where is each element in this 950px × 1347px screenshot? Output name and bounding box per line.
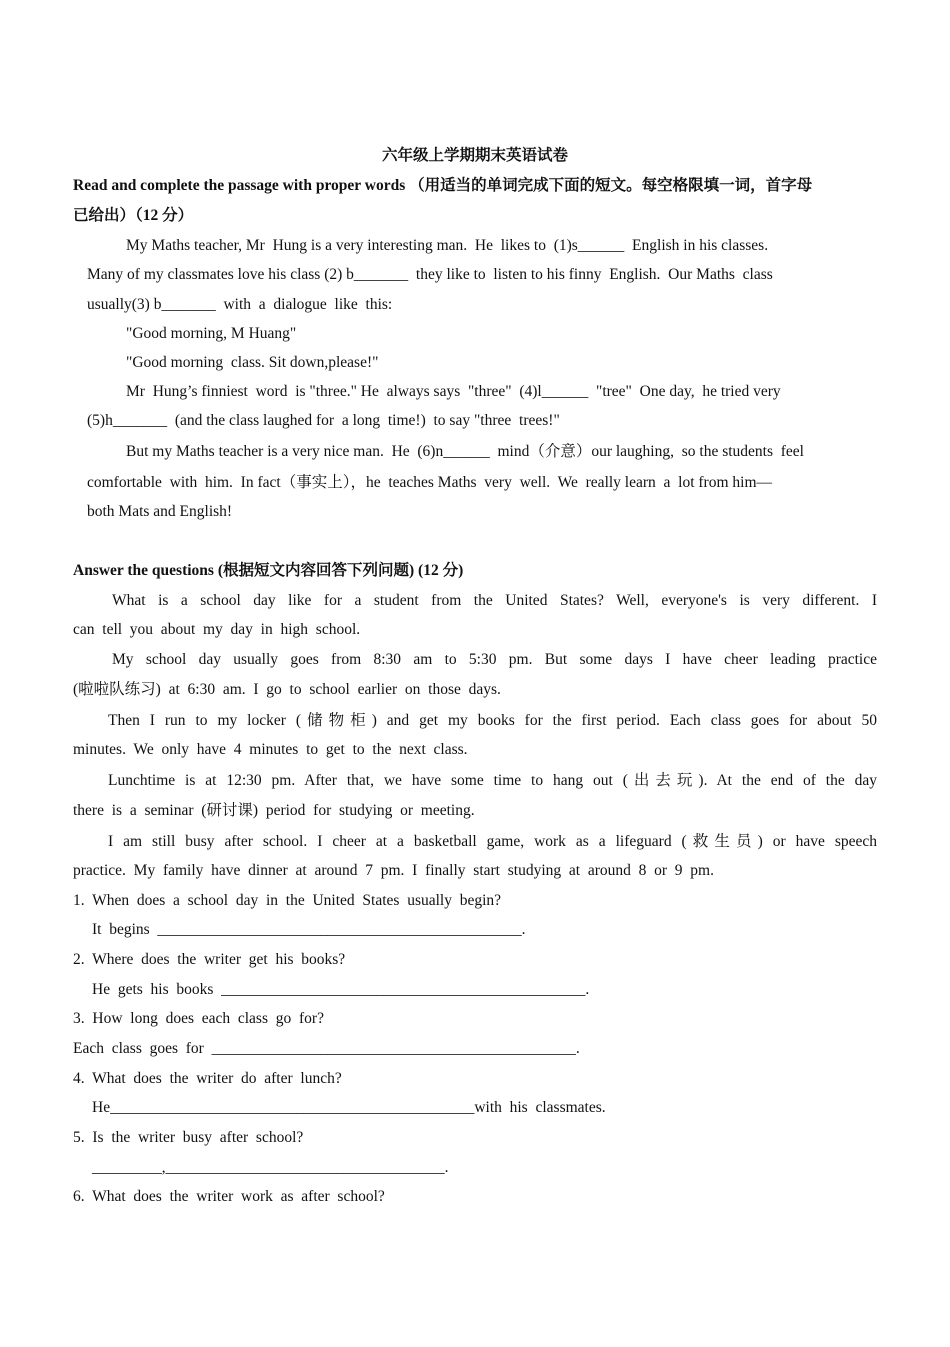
- question-6: 6. What does the writer work as after school?: [73, 1188, 385, 1205]
- passage2-line: My school day usually goes from 8:30 am to 5:30 pm. But some days I have cheer leading practice: [112, 651, 877, 668]
- passage1-line: "Good morning, M Huang": [126, 325, 297, 342]
- question-2: 2. Where does the writer get his books?: [73, 951, 346, 968]
- section1-heading-line1: Read and complete the passage with proper words （用适当的单词完成下面的短文。每空格限填一词，首字母: [73, 177, 813, 194]
- passage2-line: (啦啦队练习) at 6:30 am. I go to school earlier on those days.: [73, 681, 501, 698]
- passage2-line: practice. My family have dinner at around 7 pm. I finally start studying at around 8 or 9 pm.: [73, 862, 714, 879]
- passage1-line: (5)h_______ (and the class laughed for a long time!) to say "three trees!": [87, 412, 560, 429]
- passage2-line: can tell you about my day in high school.: [73, 621, 361, 638]
- passage2-line: Lunchtime is at 12:30 pm. After that, we have some time to hang out (出去玩). At the end of the day: [108, 772, 877, 789]
- passage1-line: My Maths teacher, Mr Hung is a very interesting man. He likes to (1)s______ English in his classes.: [126, 237, 769, 254]
- section1-heading-line2: 已给出）（12 分）: [73, 207, 194, 224]
- passage2-line: What is a school day like for a student from the United States? Well, everyone's is very different. I: [112, 592, 877, 609]
- answer-line-5[interactable]: _________,____________________________________.: [92, 1159, 449, 1176]
- section2-heading: Answer the questions (根据短文内容回答下列问题) (12 分): [73, 562, 464, 579]
- passage1-line: comfortable with him. In fact（事实上），he teaches Maths very well. We really learn a lot from him—: [87, 474, 773, 491]
- question-4: 4. What does the writer do after lunch?: [73, 1070, 342, 1087]
- answer-line-3[interactable]: Each class goes for _______________________________________________.: [73, 1040, 580, 1057]
- answer-line-1[interactable]: It begins _______________________________________________.: [92, 921, 526, 938]
- passage2-line: minutes. We only have 4 minutes to get to the next class.: [73, 741, 468, 758]
- answer-line-4[interactable]: He_______________________________________________with his classmates.: [92, 1099, 606, 1116]
- passage1-line: Many of my classmates love his class (2) b_______ they like to listen to his finny English. Our Maths class: [87, 266, 773, 283]
- passage2-line: I am still busy after school. I cheer at a basketball game, work as a lifeguard (救生员) or have speech: [108, 833, 877, 850]
- passage1-line: usually(3) b_______ with a dialogue like this:: [87, 296, 393, 313]
- page-title: 六年级上学期期末英语试卷: [381, 147, 568, 164]
- question-3: 3. How long does each class go for?: [73, 1010, 324, 1027]
- question-5: 5. Is the writer busy after school?: [73, 1129, 304, 1146]
- answer-line-2[interactable]: He gets his books _______________________________________________.: [92, 981, 590, 998]
- passage1-line: "Good morning class. Sit down,please!": [126, 354, 379, 371]
- passage2-line: Then I run to my locker (储物柜) and get my books for the first period. Each class goes for about 50: [108, 712, 877, 729]
- passage1-line: But my Maths teacher is a very nice man. He (6)n______ mind（介意）our laughing, so the students feel: [126, 443, 804, 460]
- question-1: 1. When does a school day in the United States usually begin?: [73, 892, 502, 909]
- passage2-line: there is a seminar (研讨课) period for studying or meeting.: [73, 802, 475, 819]
- passage1-line: Mr Hung’s finniest word is "three." He always says "three" (4)l______ "tree" One day, he tried very: [126, 383, 781, 400]
- passage1-line: both Mats and English!: [87, 503, 233, 520]
